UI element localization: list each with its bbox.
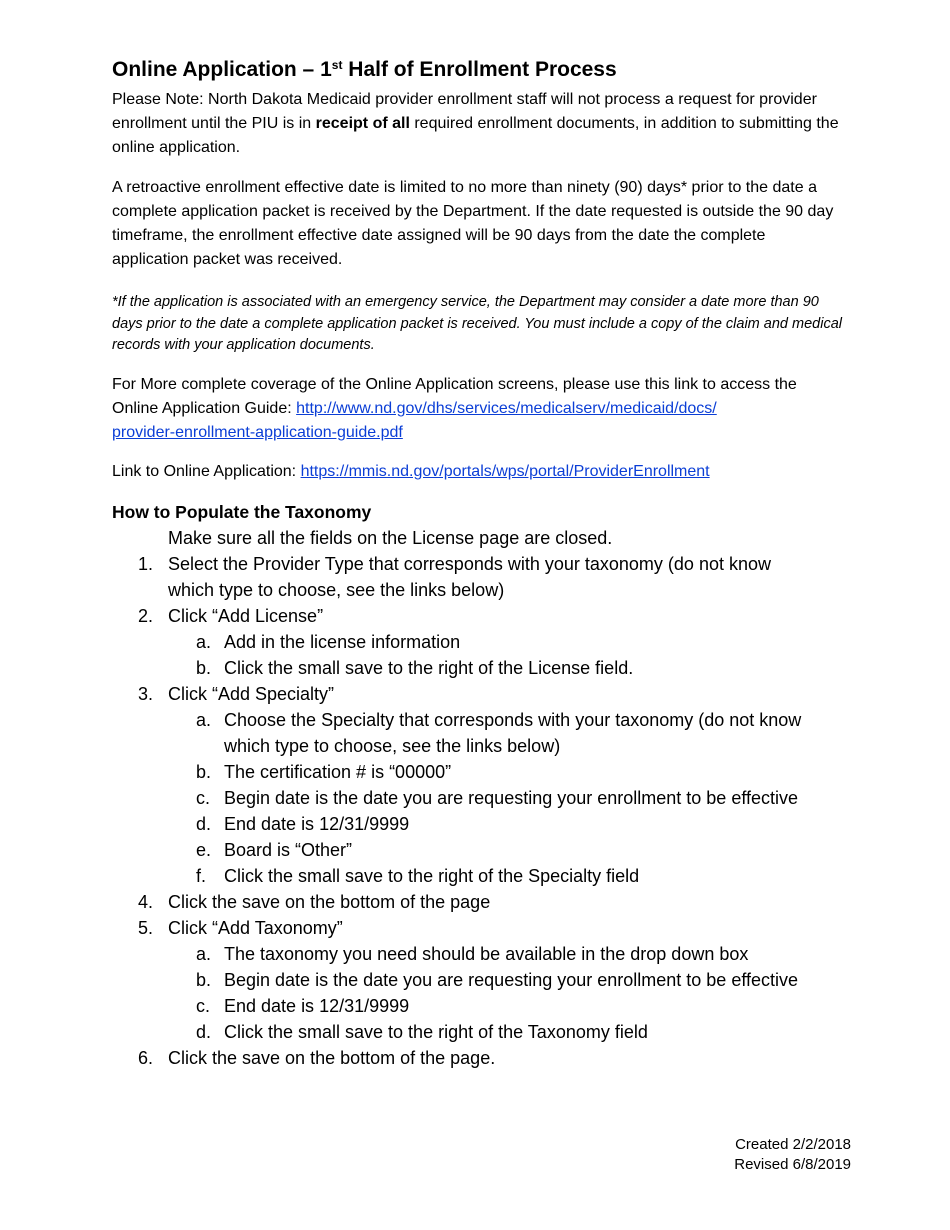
sub-step-item (112, 629, 842, 655)
step-text: Click the small save to the right of the Specialty field (224, 865, 640, 886)
step-number: 3. (138, 683, 154, 704)
taxonomy-heading: How to Populate the Taxonomy (112, 501, 372, 522)
sub-step-item (112, 1019, 842, 1045)
step-item (112, 681, 842, 707)
sub-step-item (112, 863, 842, 889)
enrollment-note-paragraph: Please Note: North Dakota Medicaid provider enrollment staff will not process a request for provider enrollment until the PIU is in receipt of all required enrollment documents, in addition to submitting the online application. (112, 91, 839, 156)
sub-step-item (112, 707, 842, 733)
step-text: Add in the license information (224, 631, 461, 652)
step-text-continued: which type to choose, see the links below) (224, 735, 561, 756)
sub-step-letter: f. (196, 865, 207, 886)
sub-step-item (112, 837, 842, 863)
step-number: 4. (138, 891, 154, 912)
created-date: Created 2/2/2018 (735, 1136, 851, 1153)
sub-step-item (112, 941, 842, 967)
sub-step-letter: c. (196, 787, 211, 808)
revised-date: Revised 6/8/2019 (734, 1156, 851, 1173)
sub-step-letter: b. (196, 761, 212, 782)
sub-step-item (112, 655, 842, 681)
sub-step-letter: a. (196, 943, 212, 964)
step-text: The certification # is “00000” (224, 761, 452, 782)
step-text: End date is 12/31/9999 (224, 995, 410, 1016)
sub-step-letter: b. (196, 657, 212, 678)
step-number: 1. (138, 553, 154, 574)
sub-step-letter: a. (196, 709, 212, 730)
step-text: Click the small save to the right of the License field. (224, 657, 634, 678)
online-application-link[interactable]: https://mmis.nd.gov/portals/wps/portal/ProviderEnrollment (300, 462, 710, 480)
guide-paragraph: For More complete coverage of the Online Application screens, please use this link to access the Online Application Guide: http://www.nd.gov/dhs/services/medicalserv/medicaid/docs/ provider-enrollment-application-guide.pdf (112, 375, 797, 441)
step-text: Click the save on the bottom of the page. (168, 1047, 496, 1068)
step-text: Click “Add Specialty” (168, 683, 335, 704)
emergency-footnote: *If the application is associated with an emergency service, the Department may consider a date more than 90 days prior to the date a complete application packet is received. You must include a copy of the claim and medical records with your application documents. (112, 294, 842, 353)
sub-step-item (112, 759, 842, 785)
sub-step-letter: b. (196, 969, 212, 990)
step-item (112, 915, 842, 941)
step-text: Click “Add License” (168, 605, 324, 626)
step-item (112, 551, 842, 577)
sub-step-item (112, 967, 842, 993)
step-number: 6. (138, 1047, 154, 1068)
document-page (112, 56, 842, 1071)
step-item (112, 889, 842, 915)
sub-step-letter: d. (196, 813, 212, 834)
sub-step-item (112, 785, 842, 811)
step-text: The taxonomy you need should be available in the drop down box (224, 943, 749, 964)
step-text: Begin date is the date you are requesting your enrollment to be effective (224, 969, 799, 990)
step-text-continued: which type to choose, see the links below) (168, 579, 505, 600)
taxonomy-steps-list (112, 525, 842, 1071)
retroactive-paragraph: A retroactive enrollment effective date is limited to no more than ninety (90) days* prior to the date a complete application packet is received by the Department. If the date requested is outside the 90 day timeframe, the enrollment effective date assigned will be 90 days from the date the complete application packet was received. (112, 179, 834, 268)
step-item (112, 1045, 842, 1071)
step-text: Select the Provider Type that corresponds with your taxonomy (do not know (168, 553, 771, 574)
step-text: Begin date is the date you are requesting your enrollment to be effective (224, 787, 799, 808)
step-text: Board is “Other” (224, 839, 353, 860)
step-text: Click “Add Taxonomy” (168, 917, 343, 938)
step-item (112, 603, 842, 629)
step-text: Click the small save to the right of the Taxonomy field (224, 1021, 648, 1042)
page-title: Online Application – 1st Half of Enrollment Process (112, 58, 617, 81)
step-text: Choose the Specialty that corresponds with your taxonomy (do not know (224, 709, 802, 730)
sub-step-letter: c. (196, 995, 211, 1016)
step-text: Click the save on the bottom of the page (168, 891, 491, 912)
sub-step-letter: d. (196, 1021, 212, 1042)
preface-line: Make sure all the fields on the License page are closed. (168, 527, 613, 548)
sub-step-letter: e. (196, 839, 212, 860)
step-number: 2. (138, 605, 154, 626)
online-application-paragraph: Link to Online Application: https://mmis.nd.gov/portals/wps/portal/ProviderEnrollment (112, 462, 710, 480)
step-number: 5. (138, 917, 154, 938)
sub-step-item (112, 993, 842, 1019)
sub-step-item (112, 811, 842, 837)
application-guide-link[interactable]: http://www.nd.gov/dhs/services/medicalserv/medicaid/docs/ provider-enrollment-application-guide.pdf (112, 399, 717, 441)
sub-step-letter: a. (196, 631, 212, 652)
footer-dates (734, 1135, 851, 1175)
step-text: End date is 12/31/9999 (224, 813, 410, 834)
